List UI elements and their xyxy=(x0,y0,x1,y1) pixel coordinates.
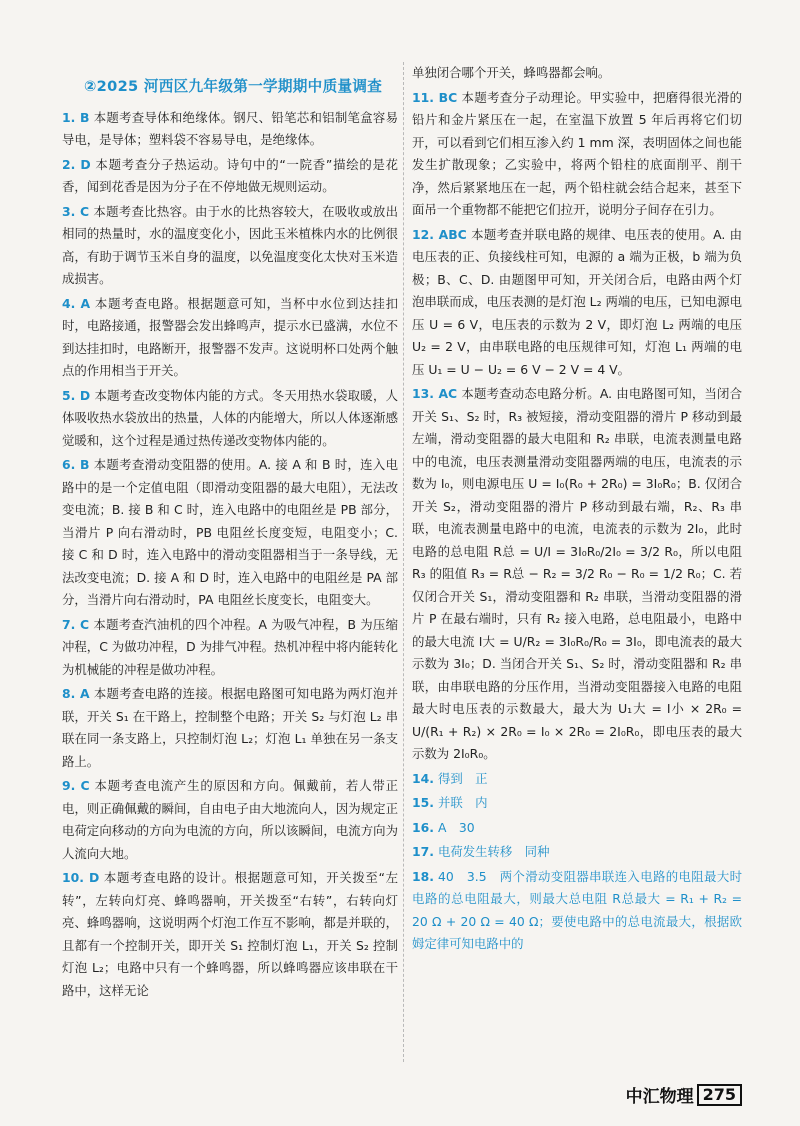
answer-item xyxy=(412,87,742,222)
answer-label: 5. D xyxy=(62,387,91,403)
page-number: 275 xyxy=(697,1084,742,1106)
answer-text: 本题考查电路的连接。根据电路图可知电路为两灯泡并联，开关 S₁ 在干路上，控制整个电路；开关 S₂ 与灯泡 L₂ 串联在同一条支路上，只控制灯泡 L₂；灯泡 L₁ 单独在另一条支路上。 xyxy=(62,686,399,769)
answer-label: 10. D xyxy=(62,870,100,885)
answer-item xyxy=(62,614,398,682)
answer-item xyxy=(62,385,398,453)
answer-label: 3. C xyxy=(62,203,90,219)
section-title: ②2025 河西区九年级第一学期期中质量调查 xyxy=(84,78,383,95)
answer-item xyxy=(412,866,742,956)
left-column xyxy=(62,62,398,1004)
left-answer-list xyxy=(62,107,398,1003)
answer-item xyxy=(62,683,398,773)
answer-item xyxy=(412,768,742,791)
answer-text: 本题考查电路。根据题意可知，当杯中水位到达挂扣时，电路接通，报警器会发出蜂鸣声，提示水已盛满，水位不到达挂扣时，电路断开，报警器不发声。这说明杯口处两个触点的作用相当于开关。 xyxy=(62,295,399,378)
answer-text: 本题考查分子热运动。诗句中的“一院香”描绘的是花香，闻到花香是因为分子在不停地做无规则运动。 xyxy=(62,156,398,194)
answer-label: 9. C xyxy=(62,778,90,793)
answer-item xyxy=(62,154,398,199)
answer-label: 17. xyxy=(412,844,434,859)
right-answer-list xyxy=(412,87,742,956)
answer-item xyxy=(412,817,742,840)
answer-text: 本题考查比热容。由于水的比热容较大，在吸收或放出相同的热量时，水的温度变化小，因此玉米植株内水的比例很高，有助于调节玉米自身的温度，以免温度变化太快对玉米造成损害。 xyxy=(62,203,398,286)
answer-item xyxy=(412,383,742,766)
answer-item xyxy=(62,201,398,291)
answer-text: 本题考查导体和绝缘体。钢尺、铅笔芯和铝制笔盒容易导电，是导体；塑料袋不容易导电，是绝缘体。 xyxy=(62,109,398,147)
answer-label: 14. xyxy=(412,770,434,786)
page-footer xyxy=(626,1082,742,1107)
answer-item xyxy=(62,107,398,152)
answer-label: 11. BC xyxy=(412,89,458,105)
answer-label: 16. xyxy=(412,819,434,835)
answer-label: 18. xyxy=(412,868,434,884)
answer-text: 本题考查并联电路的规律、电压表的使用。A. 由电压表的正、负接线柱可知，电源的 a 端为正极，b 端为负极；B、C、D. 由题图甲可知，开关闭合后，电路由两个灯泡串联而成，电压表测的是灯泡 L₂ 两端的电压，已知电源电压 U = 6 V，电压表的示数为 2 V，即灯泡 L₂ 两端的电压 U₂ = 2 V，由串联电路的电压规律可知，灯泡 L₁ 两端的电压 U₁ = U − U₂ = 6 V − 2 V = 4 V。 xyxy=(412,226,743,377)
answer-text: 本题考查动态电路分析。A. 由电路图可知，当闭合开关 S₁、S₂ 时，R₃ 被短接，滑动变阻器的滑片 P 移动到最左端，滑动变阻器的最大电阻和 R₂ 串联，电流表测量电路中的电流，电压表测量滑动变阻器两端的电压，电流表的示数为 I₀，则电源电压 U = I₀(R₀ + 2R₀) = 3I₀R₀；B. 仅闭合开关 S₂，滑动变阻器的滑片 P 移动到最右端，R₂、R₃ 串联，电流表测量电路中的电流，电流表的示数为 2I₀，此时电路的总电阻 R总 = U/I = 3I₀R₀/2I₀ = 3/2 R₀，所以电阻 R₃ 的阻值 R₃ = R总 − R₂ = 3/2 R₀ − R₀ = 1/2 R₀；C. 若仅闭合开关 S₁，滑动变阻器和 R₂ 串联，当滑动变阻器的滑片 P 在最右端时，只有 R₂ 接入电路，总电阻最小，电路中的最大电流 I大 = U/R₂ = 3I₀R₀/R₀ = 3I₀，即电流表的最大示数为 3I₀；D. 当闭合开关 S₁、S₂ 时，滑动变阻器和 R₂ 串联，由串联电路的分压作用，当滑动变阻器接入电路的电阻最大时电压表的示数最大，最大为 U₁大 = I小 × 2R₀ = U/(R₁ + R₂) × 2R₀ = I₀ × 2R₀ = 2I₀R₀，即电压表的最大示数为 2I₀R₀。 xyxy=(412,386,742,761)
book-name: 中汇物理 xyxy=(625,1087,694,1107)
answer-label: 15. xyxy=(412,795,434,810)
answer-label: 8. A xyxy=(62,686,90,701)
answer-label: 1. B xyxy=(62,109,90,125)
answer-text: 40 3.5 两个滑动变阻器串联连入电路的电阻最大时电路的总电阻最大，则最大总电阻 R总最大 = R₁ + R₂ = 20 Ω + 20 Ω = 40 Ω；要使电路中的总电流最大，根据欧姆定律可知电路中的 xyxy=(412,868,742,951)
answer-text: 本题考查分子动理论。甲实验中，把磨得很光滑的铅片和金片紧压在一起，在室温下放置 5 年后再将它们切开，可以看到它们相互渗入约 1 mm 深，表明固体之间也能发生扩散现象；乙实验中，将两个铅柱的底面削平、削干净，然后紧紧地压在一起，两个铅柱就会结合起来，甚至下面吊一个重物都不能把它们拉开，说明分子间存在引力。 xyxy=(412,89,743,217)
answer-item xyxy=(412,224,742,382)
answer-text: A 30 xyxy=(437,819,475,835)
answer-label: 4. A xyxy=(62,295,91,311)
answer-item xyxy=(62,293,398,383)
answer-item xyxy=(62,775,398,865)
answer-text: 本题考查电路的设计。根据题意可知，开关拨至“左转”，左转向灯亮、蜂鸣器响，开关拨至“右转”，右转向灯亮、蜂鸣器响，这说明两个灯泡工作互不影响，都是并联的，且都有一个控制开关，即开关 S₁ 控制灯泡 L₁，开关 S₂ 控制灯泡 L₂；电路中只有一个蜂鸣器，所以蜂鸣器应该串联在干路中，这样无论 xyxy=(62,870,398,998)
answer-label: 13. AC xyxy=(412,386,458,401)
answer-text: 并联 内 xyxy=(437,795,488,810)
answer-text: 电荷发生转移 同种 xyxy=(437,844,550,859)
answer-text: 本题考查滑动变阻器的使用。A. 接 A 和 B 时，连入电路中的是一个定值电阻（即滑动变阻器的最大电阻），无法改变电流；B. 接 B 和 C 时，连入电路中的电阻丝是 PB 部分，当滑片 P 向右滑动时，PB 电阻丝长度变短，电阻变小；C. 接 C 和 D 时，连入电路中的滑动变阻器相当于一条导线，无法改变电流；D. 接 A 和 D 时，连入电路中的电阻丝是 PA 部分，当滑片向右滑动时，PA 电阻丝长度变长，电阻变大。 xyxy=(62,457,398,607)
column-divider xyxy=(403,62,404,1062)
answer-item xyxy=(412,792,742,815)
answer-text: 得到 正 xyxy=(437,770,488,786)
answer-label: 12. ABC xyxy=(412,226,467,242)
answer-text: 本题考查电流产生的原因和方向。佩戴前，若人带正电，则正确佩戴的瞬间，自由电子由大地流向人，因为规定正电荷定向移动的方向为电流的方向，所以该瞬间，电流方向为人流向大地。 xyxy=(62,778,398,861)
continued-text: 单独闭合哪个开关，蜂鸣器都会响。 xyxy=(412,65,611,80)
answer-label: 2. D xyxy=(62,156,91,172)
answer-label: 7. C xyxy=(62,616,90,632)
answer-text: 本题考查汽油机的四个冲程。A 为吸气冲程，B 为压缩冲程，C 为做功冲程，D 为排气冲程。热机冲程中将内能转化为机械能的冲程是做功冲程。 xyxy=(62,616,398,677)
answer-item xyxy=(62,867,398,1002)
answer-item xyxy=(412,841,742,864)
answer-text: 本题考查改变物体内能的方式。冬天用热水袋取暖，人体吸收热水袋放出的热量，人体的内能增大，所以人体逐渐感觉暖和，这个过程是通过热传递改变物体内能的。 xyxy=(62,387,398,448)
right-column xyxy=(412,62,742,958)
answer-label: 6. B xyxy=(62,457,90,472)
answer-item xyxy=(62,454,398,612)
